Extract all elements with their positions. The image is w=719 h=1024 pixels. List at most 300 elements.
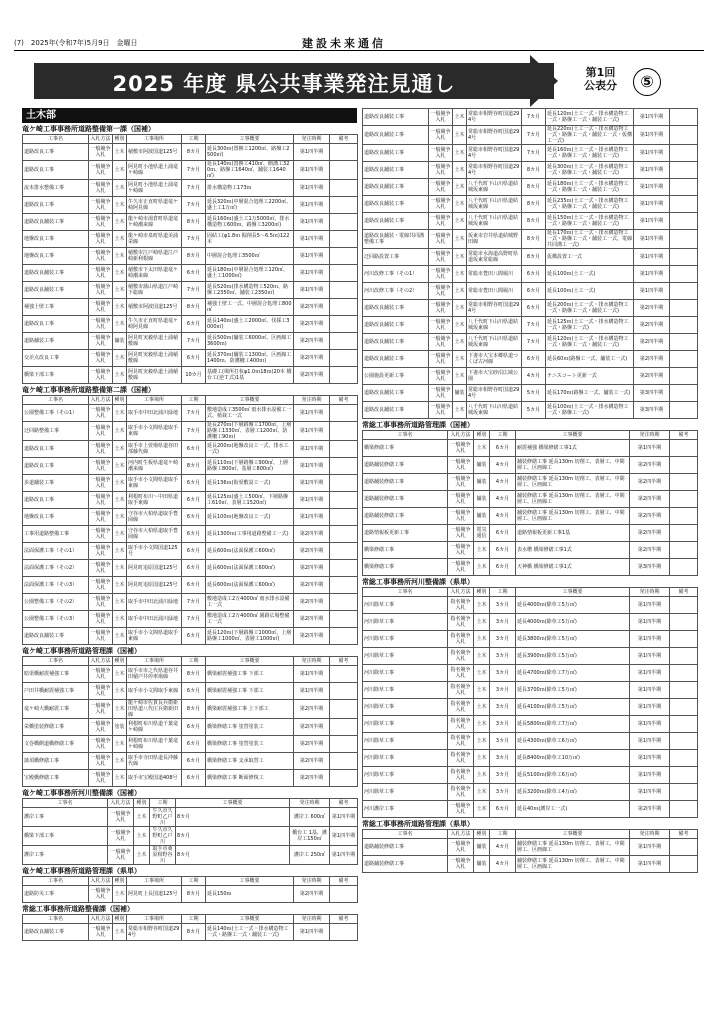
- table-row: [363, 525, 698, 542]
- cell-period: 8カ月: [182, 248, 206, 265]
- table-header-row: [363, 830, 698, 839]
- cell-period: 6カ月: [490, 525, 516, 542]
- cell-bid-method: 一般競争入札: [108, 827, 134, 846]
- column-header: 工事名: [23, 396, 89, 405]
- cell-summary: 天神橋 橋梁修繕工事1式: [516, 559, 630, 576]
- column-header: 種別: [474, 830, 490, 839]
- cell-timing: 第1四半期: [294, 231, 330, 248]
- cell-summary: テニスコート更新一式: [546, 368, 634, 385]
- table-row: [363, 334, 698, 351]
- cell-bid-method: 一般競争入札: [429, 162, 453, 179]
- table-header-row: [363, 431, 698, 440]
- table-row: [23, 282, 358, 299]
- cell-location: 常総市相野谷町国道294号: [467, 145, 522, 162]
- table-row: [23, 577, 358, 594]
- section-title: 竜ケ崎工事事務所道路管理課（国補）: [22, 647, 141, 655]
- cell-timing: 第1四半期: [630, 699, 670, 716]
- cell-note: [330, 248, 358, 265]
- cell-bid-method: 一般競争入札: [448, 508, 474, 525]
- column-header: 備考: [330, 396, 358, 405]
- cell-project-name: 河川除草工事: [363, 767, 448, 784]
- cell-note: [330, 683, 358, 700]
- cell-type: 土木: [113, 316, 127, 333]
- cell-project-name: 道路舗装工事: [23, 333, 89, 350]
- cell-bid-method: 一般競争入札: [429, 213, 453, 230]
- cell-summary: 延長140ｍ(土工一式・排水構造物工一式・路盤工一式・舗装工一式): [206, 924, 294, 941]
- cell-period: 7カ月: [182, 161, 206, 180]
- cell-project-name: 道路改良工事: [23, 144, 89, 161]
- table-row: [23, 683, 358, 700]
- cell-location: 龍ケ崎市佐貫長兵衛新田県道八代庄兵衛新田線: [127, 700, 182, 719]
- cell-summary: 延長125ｍ(土工一式・排水構造物工一式・路盤工一式): [546, 317, 634, 334]
- cell-project-name: 交差点改良工事: [23, 350, 89, 367]
- cell-location: 阿見町追原国道125号: [127, 560, 182, 577]
- cell-type: 土木: [134, 808, 150, 827]
- cell-location: 稲敷市阿波国道125号: [127, 299, 182, 316]
- cell-note: [330, 924, 358, 941]
- column-header: 入札方法: [90, 658, 111, 664]
- cell-summary: 延長120ｍ(土工一式・排水構造物工一式・路盤工一式・舗装工一式): [546, 109, 634, 126]
- cell-note: [330, 611, 358, 628]
- cell-type: 土木: [113, 265, 127, 282]
- cell-bid-method: 一般競争入札: [89, 560, 113, 577]
- cell-summary: 延長270ｍ(下層路盤工1700㎡、上層路盤工1330㎡、表層工1200㎡、防護柵工90ｍ): [206, 422, 294, 441]
- cell-summary: 延長3700ｍ(除草工5万㎡): [516, 682, 630, 699]
- cell-note: [330, 197, 358, 214]
- table-row: [23, 367, 358, 384]
- cell-note: [670, 525, 698, 542]
- cell-location: 八千代町下山川県道結城坂東線: [467, 334, 522, 351]
- project-table: [22, 876, 358, 903]
- table-row: [363, 508, 698, 525]
- cell-bid-method: 一般競争入札: [89, 886, 113, 903]
- cell-summary: 敷地造成工2万4000㎡ 雨水排水設備工一式: [206, 594, 294, 611]
- cell-note: [670, 733, 698, 750]
- cell-type: 土木: [113, 197, 127, 214]
- series-label: [584, 66, 617, 92]
- cell-type: 土木: [453, 162, 467, 179]
- cell-summary: 8カ月: [176, 827, 290, 846]
- cell-timing: 第1四半期: [294, 248, 330, 265]
- table-header-row: [23, 396, 358, 405]
- column-header: 工期: [182, 135, 206, 144]
- cell-summary: 延長60ｍ(路盤工一式、舗装工一式): [546, 351, 634, 368]
- cell-project-name: 護岸工事: [23, 808, 108, 827]
- cell-note: [670, 631, 698, 648]
- cell-note: [330, 526, 358, 543]
- cell-note: [330, 350, 358, 367]
- cell-project-name: 道路改良舗装工事: [363, 317, 429, 334]
- cell-location: 取手市中田北浦川緑地: [127, 594, 182, 611]
- cell-type: 土木: [113, 422, 127, 441]
- column-header: 備考: [330, 915, 358, 924]
- cell-note: [330, 560, 358, 577]
- cell-bid-method: 一般競争入札: [89, 492, 113, 509]
- column-header: 備考: [330, 877, 358, 886]
- cell-timing: 第2四半期: [294, 611, 330, 628]
- cell-location: 八千代町下山川県道結城坂東線: [467, 213, 522, 230]
- cell-period: 8カ月: [522, 249, 546, 266]
- cell-timing: 第1四半期: [294, 666, 330, 683]
- cell-summary: 延長520ｍ(排水構造物工520ｍ、路盤工2350㎡、舗装工2350㎡): [206, 282, 294, 299]
- cell-summary: 延長136ｍ(街渠敷設工一式): [206, 475, 294, 492]
- cell-note: [670, 162, 698, 179]
- cell-summary: 延長140ｍ(置換工410㎥、側溝工320ｍ、路盤工1640㎡、舗装工1640㎡): [206, 161, 294, 180]
- cell-type: 土木: [113, 526, 127, 543]
- cell-bid-method: 一般競争入札: [89, 611, 113, 628]
- cell-period: 4カ月: [490, 491, 516, 508]
- cell-location: 龍ケ崎市湯倉町県道竜ケ崎潮来線: [127, 214, 182, 231]
- cell-timing: 第1四半期: [294, 492, 330, 509]
- cell-type: 土木: [474, 750, 490, 767]
- cell-bid-method: 一般競争入札: [89, 736, 113, 753]
- cell-period: 6カ月: [182, 492, 206, 509]
- cell-period: 3カ月: [490, 733, 516, 750]
- column-header: 種別: [474, 431, 490, 440]
- cell-location: 牛久市正直町県道竜ケ崎阿見線: [127, 197, 182, 214]
- column-header: 発注時期: [630, 830, 670, 839]
- cell-type: 土木: [113, 594, 127, 611]
- cell-period: 7カ月: [522, 317, 546, 334]
- cell-summary: 仮橋設置工一式: [546, 249, 634, 266]
- cell-period: 8カ月: [522, 162, 546, 179]
- table-row: [23, 180, 358, 197]
- cell-type: 土木: [453, 266, 467, 283]
- cell-bid-method: 一般競争入札: [429, 334, 453, 351]
- cell-timing: 第2四半期: [630, 457, 670, 474]
- cell-type: 土木: [453, 317, 467, 334]
- table-row: [363, 750, 698, 767]
- cell-timing: 第1四半期: [294, 509, 330, 526]
- cell-period: 4カ月: [490, 856, 516, 873]
- cell-type: 土木: [453, 213, 467, 230]
- category-heading: 土木部: [22, 108, 357, 123]
- cell-timing: 第2四半期: [294, 594, 330, 611]
- cell-note: [330, 367, 358, 384]
- table-row: [363, 145, 698, 162]
- cell-type: 土木: [113, 492, 127, 509]
- cell-timing: 第1四半期: [630, 856, 670, 873]
- column-header: 入札方法: [448, 431, 474, 440]
- cell-timing: 第1四半期: [634, 145, 670, 162]
- cell-summary: 橋梁修繕工事 支承取替工: [206, 753, 294, 770]
- cell-location: 取手市小文間取手東線: [127, 683, 182, 700]
- cell-project-name: 道路改良舗装工事: [363, 213, 429, 230]
- column-header: 工期: [182, 396, 206, 405]
- cell-bid-method: 一般競争入札: [89, 367, 113, 384]
- cell-timing: 第1四半期: [294, 265, 330, 282]
- page-info: (7) 2025年(令和7年)5月9日 金曜日: [14, 39, 138, 47]
- cell-summary: 延長170ｍ(路盤工一式、舗装工一式): [546, 385, 634, 402]
- cell-location: 稲敷市蒲山県道江戸崎下総線: [127, 282, 182, 299]
- cell-summary: 延長3900ｍ(除草工5万㎡): [516, 648, 630, 665]
- cell-bid-method: 一般競争入札: [89, 214, 113, 231]
- cell-period: 6カ月: [182, 736, 206, 753]
- cell-timing: 第2四半期: [630, 474, 670, 491]
- cell-bid-method: 一般競争入札: [429, 402, 453, 419]
- cell-period: 6カ月: [522, 351, 546, 368]
- cell-project-name: 工事用道路整備工事: [23, 526, 89, 543]
- cell-timing: 第1四半期: [634, 179, 670, 196]
- cell-period: 6カ月: [182, 560, 206, 577]
- cell-period: 6カ月: [182, 719, 206, 736]
- cell-project-name: 竜ケ崎大橋耐震工事: [23, 700, 89, 719]
- cell-location: 常総市豊田八間堀川: [467, 283, 522, 300]
- column-header: 工事概要: [206, 135, 294, 144]
- cell-timing: 第1四半期: [630, 784, 670, 801]
- cell-timing: 第2四半期: [294, 700, 330, 719]
- cell-note: 第1四半期: [330, 808, 358, 827]
- cell-bid-method: 一般競争入札: [89, 231, 113, 248]
- column-header: 工期: [490, 830, 516, 839]
- project-table: [362, 108, 698, 419]
- column-header: 工事名: [23, 657, 89, 666]
- cell-project-name: 道路改良工事: [23, 441, 89, 458]
- cell-note: [330, 282, 358, 299]
- section-title: 常総工事事務所道路管理課（県単）: [362, 820, 474, 828]
- cell-bid-method: 指名競争入札: [448, 614, 474, 631]
- column-header: 発注時期: [290, 799, 330, 808]
- cell-summary: 橋梁修繕工事 断面修復工: [206, 770, 294, 787]
- table-row: [363, 266, 698, 283]
- paper-name: 建設未来通信: [302, 37, 386, 50]
- cell-period: 6カ月: [522, 283, 546, 300]
- cell-note: [670, 648, 698, 665]
- cell-bid-method: 一般競争入札: [89, 161, 113, 180]
- table-header-row: [23, 135, 358, 144]
- cell-period: 7カ月: [182, 594, 206, 611]
- cell-note: [670, 784, 698, 801]
- cell-bid-method: 一般競争入札: [429, 179, 453, 196]
- cell-note: [670, 368, 698, 385]
- column-header: 工事概要: [176, 799, 290, 808]
- cell-timing: 第2四半期: [294, 543, 330, 560]
- cell-location: 阿見町実穀県道土浦稲敷線: [127, 350, 182, 367]
- table-row: [363, 784, 698, 801]
- table-row: [363, 196, 698, 213]
- column-header: 備考: [330, 799, 358, 808]
- cell-timing: 第1四半期: [634, 249, 670, 266]
- cell-note: [670, 145, 698, 162]
- cell-period: 4カ月: [490, 457, 516, 474]
- cell-period: 8カ月: [522, 179, 546, 196]
- section-title: 常総工事事務所道路整備課（国補）: [22, 905, 134, 913]
- cell-project-name: 道路舗装修繕工事: [363, 474, 448, 491]
- banner-arrow: [530, 55, 558, 107]
- cell-timing: 第2四半期: [294, 367, 330, 384]
- cell-summary: 8カ月: [176, 808, 290, 827]
- table-row: [23, 700, 358, 719]
- cell-summary: 舗装修繕工事 延長130m 切削工、表層工、中間層工、区画線工: [516, 457, 630, 474]
- column-header: 工事名: [23, 799, 108, 808]
- project-table: [362, 829, 698, 873]
- table-row: [363, 402, 698, 419]
- column-header: 工期: [150, 799, 176, 808]
- cell-summary: 延長100ｍ(土工一式): [546, 283, 634, 300]
- cell-location: 阿見町小池県道土浦竜ケ崎線: [127, 180, 182, 197]
- cell-summary: 道路情報板更新工事1基: [516, 525, 630, 542]
- cell-summary: 延長120ｍ(下層路盤工1000㎡、上層路盤工1000㎡、表層工1000㎡): [206, 628, 294, 645]
- cell-summary: 橋梁耐震補強工事 上下部工: [206, 700, 294, 719]
- cell-period: 8カ月: [182, 458, 206, 475]
- cell-summary: 延長150ｍ: [206, 886, 294, 903]
- cell-period: 3カ月: [490, 665, 516, 682]
- cell-timing: 第1四半期: [630, 750, 670, 767]
- cell-period: 4カ月: [490, 508, 516, 525]
- cell-bid-method: 一般競争入札: [429, 300, 453, 317]
- cell-location: 阿見町実穀県道土浦稲敷線: [127, 333, 182, 350]
- table-row: [363, 457, 698, 474]
- table-row: [363, 542, 698, 559]
- cell-location: 常総市相野谷町国道294号: [467, 162, 522, 179]
- cell-project-name: 歩道舗装工事: [23, 475, 89, 492]
- cell-bid-method: 一般競争入札: [429, 249, 453, 266]
- cell-type: 舗装: [474, 508, 490, 525]
- cell-location: 阿見町上長国道125号: [127, 886, 182, 903]
- cell-summary: 延長5100ｍ(除草工6万㎡): [516, 767, 630, 784]
- cell-project-name: 公園施設更新工事: [363, 368, 429, 385]
- cell-project-name: 河川除草工事: [363, 682, 448, 699]
- cell-project-name: 道路改良舗装工事: [363, 109, 429, 126]
- cell-bid-method: 一般競争入札: [429, 368, 453, 385]
- column-header: 備考: [670, 830, 698, 839]
- table-header-row: [23, 877, 358, 886]
- cell-bid-method: 一般競争入札: [89, 700, 113, 719]
- cell-project-name: 道路舗装修繕工事: [363, 491, 448, 508]
- cell-location: 常総市相野谷町国道294号: [467, 385, 522, 402]
- cell-summary: 敷地造成工2万4000㎡ 園路広場整備工一式: [206, 611, 294, 628]
- cell-summary: 延長40ｍ(護岸工一式): [516, 801, 630, 818]
- masthead-rule: [14, 50, 704, 51]
- cell-summary: 延長100ｍ(土工一式・排水構造物工一式・路盤工一式): [546, 402, 634, 419]
- cell-bid-method: 一般競争入札: [89, 265, 113, 282]
- cell-bid-method: 一般競争入札: [89, 719, 113, 736]
- cell-project-name: 護岸工事: [23, 846, 108, 865]
- cell-project-name: 河川除草工事: [363, 733, 448, 750]
- cell-period: 4カ月: [490, 474, 516, 491]
- cell-bid-method: 一般競争入札: [429, 230, 453, 249]
- cell-note: [670, 767, 698, 784]
- column-header: 工期: [490, 588, 516, 597]
- cell-bid-method: 指名競争入札: [448, 648, 474, 665]
- cell-note: [670, 699, 698, 716]
- cell-timing: 第2四半期: [294, 299, 330, 316]
- cell-location: 利根町布川〜中田県道取手東線: [127, 492, 182, 509]
- cell-timing: 第1四半期: [634, 109, 670, 126]
- cell-bid-method: 一般競争入札: [448, 457, 474, 474]
- cell-bid-method: 一般競争入札: [89, 405, 113, 422]
- column-header: 工事概要: [206, 915, 294, 924]
- cell-project-name: 道路改良舗装工事: [23, 214, 89, 231]
- cell-note: [670, 266, 698, 283]
- column-header: 工事概要: [206, 396, 294, 405]
- cell-project-name: 法面保護工事（その3）: [23, 577, 89, 594]
- table-row: [363, 801, 698, 818]
- table-row: [23, 299, 358, 316]
- cell-type: 土木: [453, 351, 467, 368]
- cell-project-name: 河川除草工事: [363, 631, 448, 648]
- cell-timing: 第1四半期: [294, 441, 330, 458]
- cell-bid-method: 指名競争入札: [448, 767, 474, 784]
- cell-note: [670, 126, 698, 145]
- cell-period: 牛久市久野町乙戸川: [150, 827, 176, 846]
- cell-location: 常総市相野谷町国道294号: [467, 300, 522, 317]
- cell-note: [330, 144, 358, 161]
- column-header: 工事名: [23, 877, 89, 886]
- cell-project-name: 道路改良工事: [23, 197, 89, 214]
- cell-project-name: 道路改良舗装工事: [363, 385, 429, 402]
- column-header: 工事概要: [206, 877, 294, 886]
- cell-type: 土木: [474, 699, 490, 716]
- cell-note: [330, 753, 358, 770]
- cell-project-name: 戸田井橋耐震補強工事: [23, 683, 89, 700]
- column-header: 工事場所: [127, 657, 182, 666]
- cell-type: 土木: [113, 144, 127, 161]
- cell-type: 土木: [474, 733, 490, 750]
- cell-type: 土木: [134, 827, 150, 846]
- section-title: 常総工事事務所道路管理課（国補）: [362, 421, 474, 429]
- table-row: [23, 770, 358, 787]
- project-table: [362, 587, 698, 818]
- cell-location: 取手市宝殿国道408号: [127, 770, 182, 787]
- cell-period: 3カ月: [490, 614, 516, 631]
- cell-project-name: 道路改良工事: [23, 492, 89, 509]
- cell-note: [670, 801, 698, 818]
- cell-timing: 第2四半期: [630, 525, 670, 542]
- cell-note: [670, 559, 698, 576]
- table-row: [23, 265, 358, 282]
- cell-summary: 延長5800ｍ(除草工7万㎡): [516, 716, 630, 733]
- cell-location: 八千代町下山川県道結城坂東線: [467, 179, 522, 196]
- cell-location: 守谷市大柏県道取手豊岡線: [127, 509, 182, 526]
- cell-note: [330, 265, 358, 282]
- section-title: 竜ケ崎工事事務所道路整備第二課（国補）: [22, 386, 155, 394]
- table-row: [23, 161, 358, 180]
- cell-note: [670, 682, 698, 699]
- cell-period: 牛久市久野町乙戸川: [150, 808, 176, 827]
- cell-project-name: 暗渠橋耐震補強工事: [23, 666, 89, 683]
- cell-period: 8カ月: [182, 700, 206, 719]
- cell-type: 土木: [474, 716, 490, 733]
- cell-timing: 第2四半期: [294, 560, 330, 577]
- cell-type: 土木: [113, 700, 127, 719]
- cell-timing: 第1四半期: [630, 682, 670, 699]
- table-row: [363, 213, 698, 230]
- table-row: [23, 846, 358, 865]
- table-row: [363, 665, 698, 682]
- table-row: [363, 559, 698, 576]
- table-row: [363, 716, 698, 733]
- table-row: [23, 886, 358, 903]
- cell-type: 土木: [113, 543, 127, 560]
- cell-timing: 第1四半期: [630, 614, 670, 631]
- cell-project-name: 栄橋塗装修繕工事: [23, 719, 89, 736]
- cell-location: 取手市小文間県道取手東線: [127, 628, 182, 645]
- cell-type: 土木: [474, 648, 490, 665]
- cell-type: 舗装: [474, 839, 490, 856]
- cell-location: 常総市相野谷町国道294号: [467, 109, 522, 126]
- cell-period: 3カ月: [490, 631, 516, 648]
- cell-note: [330, 422, 358, 441]
- cell-period: 7カ月: [182, 231, 206, 248]
- cell-project-name: 河川除草工事: [363, 614, 448, 631]
- cell-project-name: 河川除草工事: [363, 784, 448, 801]
- cell-period: 3カ月: [490, 750, 516, 767]
- cell-project-name: 道路改良舗装工事: [363, 351, 429, 368]
- cell-timing: 護岸工 250㎡: [290, 846, 330, 865]
- cell-period: 8カ月: [182, 144, 206, 161]
- cell-period: 3カ月: [490, 597, 516, 614]
